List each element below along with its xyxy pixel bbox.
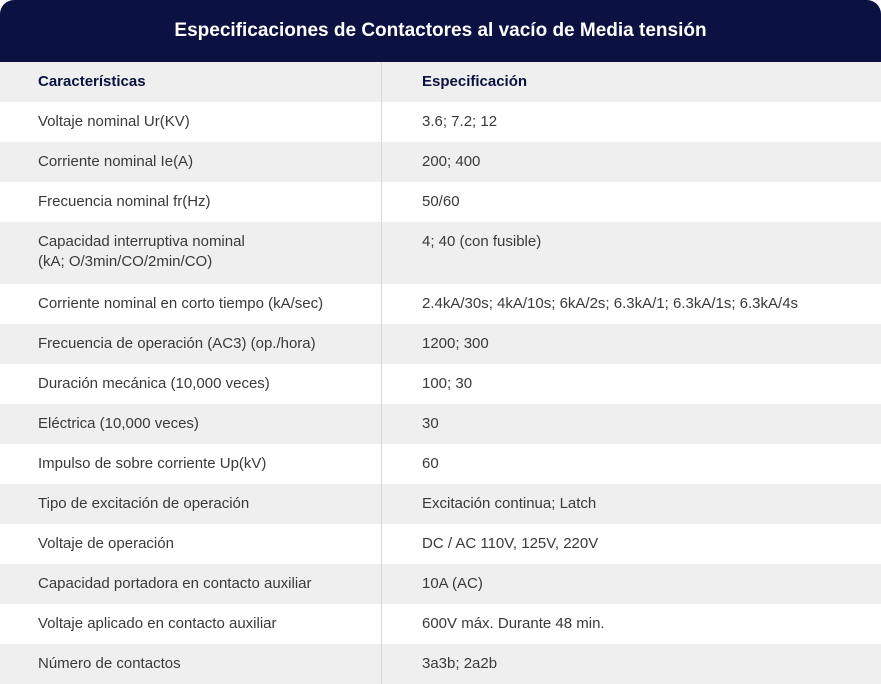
characteristic-cell: Frecuencia nominal fr(Hz) <box>0 182 382 222</box>
table-header-row <box>0 62 881 102</box>
table-row <box>0 444 881 484</box>
characteristic-cell: Voltaje aplicado en contacto auxiliar <box>0 604 382 644</box>
table-row <box>0 404 881 444</box>
specification-cell: 3.6; 7.2; 12 <box>422 113 498 130</box>
table-title: Especificaciones de Contactores al vacío de Media tensión <box>0 0 881 62</box>
characteristic-cell: Duración mecánica (10,000 veces) <box>0 364 382 404</box>
specification-cell: 50/60 <box>422 193 460 210</box>
specification-cell: 200; 400 <box>422 153 481 170</box>
specification-cell: 10A (AC) <box>422 575 483 592</box>
specification-cell: DC / AC 110V, 125V, 220V <box>422 535 599 552</box>
table-row <box>0 324 881 364</box>
characteristic-cell: Tipo de excitación de operación <box>0 484 382 524</box>
table-row <box>0 364 881 404</box>
table-row <box>0 182 881 222</box>
characteristic-cell <box>0 222 382 284</box>
characteristic-line-1: Capacidad interruptiva nominal <box>38 233 245 250</box>
specification-cell: Excitación continua; Latch <box>422 495 597 512</box>
table-row <box>0 564 881 604</box>
characteristic-cell: Voltaje de operación <box>0 524 382 564</box>
specification-cell: 60 <box>422 455 439 472</box>
specification-cell: 4; 40 (con fusible) <box>422 233 542 250</box>
header-specification: Especificación <box>422 73 528 90</box>
characteristic-cell: Eléctrica (10,000 veces) <box>0 404 382 444</box>
specification-cell: 100; 30 <box>422 375 473 392</box>
characteristic-line-2: (kA; O/3min/CO/2min/CO) <box>38 253 213 270</box>
specification-cell: 3a3b; 2a2b <box>422 655 498 672</box>
table-row <box>0 222 881 284</box>
table-row <box>0 142 881 182</box>
table-row <box>0 102 881 142</box>
specification-cell: 1200; 300 <box>422 335 489 352</box>
characteristic-cell: Impulso de sobre corriente Up(kV) <box>0 444 382 484</box>
header-characteristics: Características <box>0 62 382 102</box>
characteristic-cell: Capacidad portadora en contacto auxiliar <box>0 564 382 604</box>
specification-cell: 30 <box>422 415 439 432</box>
characteristic-cell: Frecuencia de operación (AC3) (op./hora) <box>0 324 382 364</box>
characteristic-cell: Corriente nominal en corto tiempo (kA/sec) <box>0 284 382 324</box>
table-row <box>0 284 881 324</box>
table-row <box>0 644 881 684</box>
table-row <box>0 604 881 644</box>
table-row <box>0 484 881 524</box>
specification-cell: 600V máx. Durante 48 min. <box>422 615 605 632</box>
table-row <box>0 524 881 564</box>
characteristic-cell: Número de contactos <box>0 644 382 684</box>
characteristic-cell: Voltaje nominal Ur(KV) <box>0 102 382 142</box>
spec-table <box>0 62 881 684</box>
specification-cell: 2.4kA/30s; 4kA/10s; 6kA/2s; 6.3kA/1; 6.3kA/1s; 6.3kA/4s <box>422 295 799 312</box>
characteristic-cell: Corriente nominal Ie(A) <box>0 142 382 182</box>
